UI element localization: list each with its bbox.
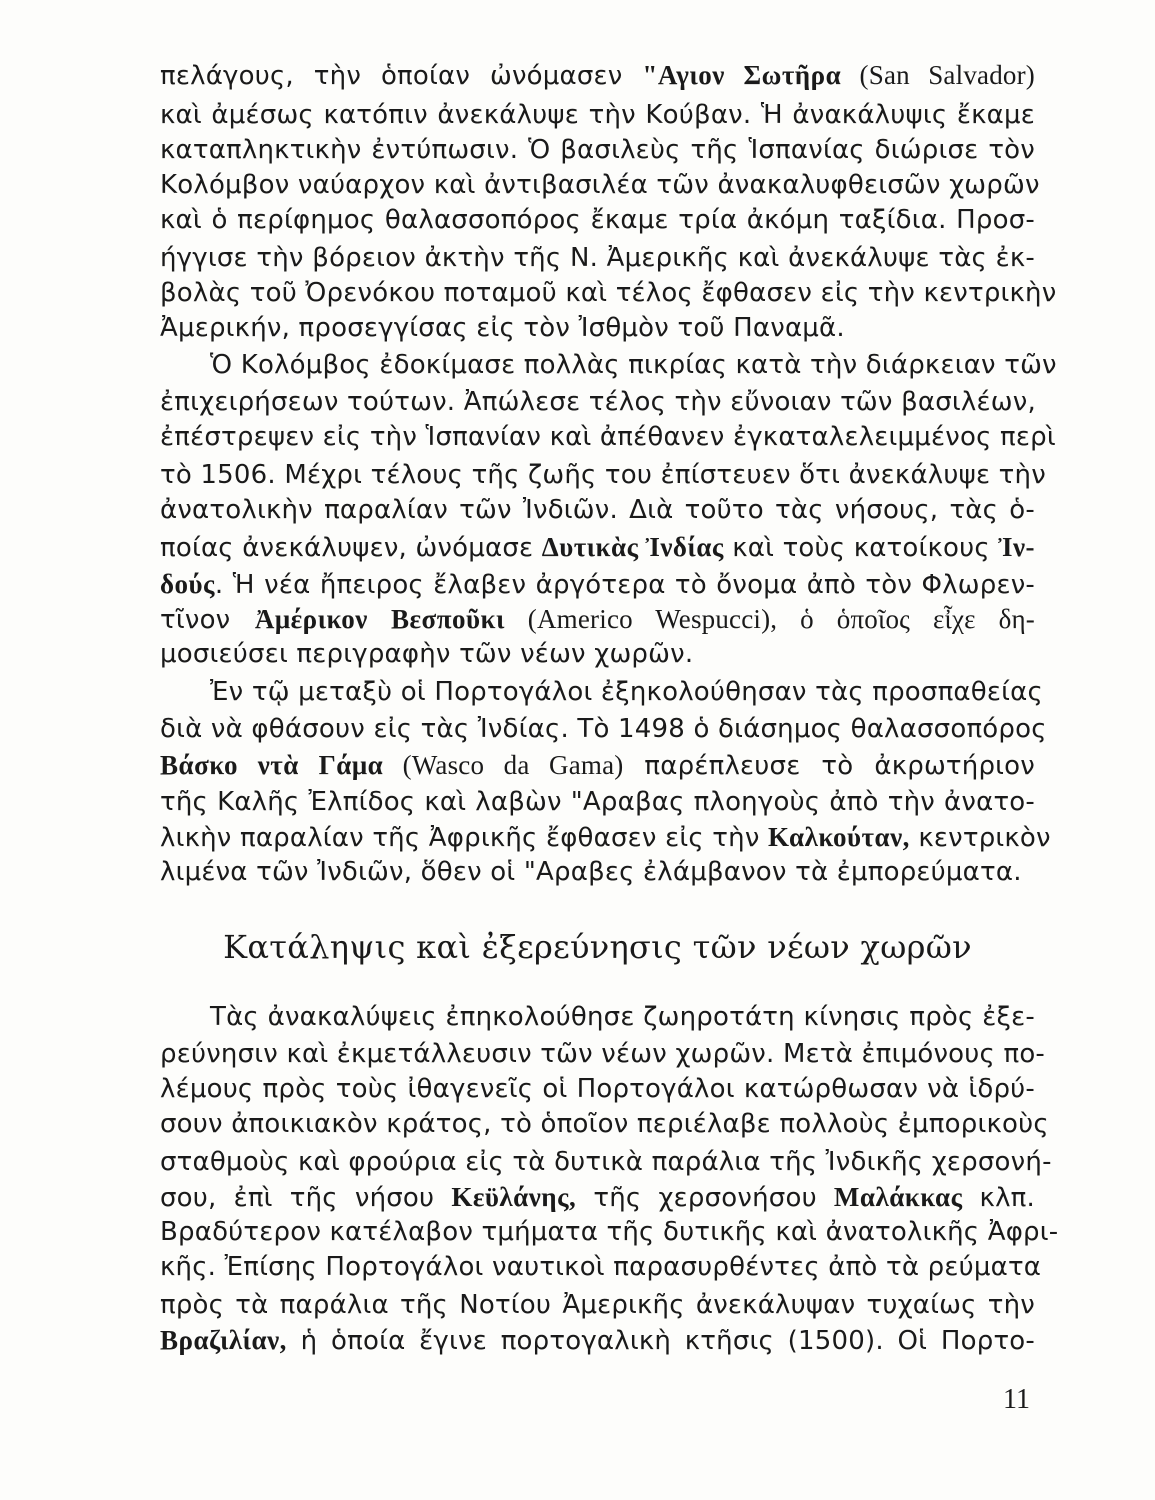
text-run: πελάγους, τὴν ὁποίαν ὠνόμασεν [160,61,643,91]
text-line [160,820,1051,854]
text-run: κλπ. [962,1183,1035,1213]
text-line: σταθμοὺς καὶ φρούρια εἰς τὰ δυτικὰ παράλια τῆς Ἰνδικῆς χερσονή- [160,1147,1052,1177]
bold-term: Κεϋλάνης, [451,1182,577,1212]
text-line [160,567,1035,601]
text-line: Βραδύτερον κατέλαβον τμήματα τῆς δυτικῆς καὶ ἀνατολικῆς Ἀφρι- [160,1217,1059,1247]
text-line: βολὰς τοῦ Ὀρενόκου ποταμοῦ καὶ τέλος ἔφθασεν εἰς τὴν κεντρικὴν [160,278,1057,308]
text-line: διὰ νὰ φθάσουν εἰς τὰς Ἰνδίας. Τὸ 1498 ὁ διάσημος θαλασσοπόρος [160,714,1047,744]
text-line: ήγγισε τὴν βόρειον ἀκτὴν τῆς Ν. Ἀμερικῆς καὶ ἀνεκάλυψε τὰς ἐκ- [160,243,1035,273]
bold-term: Ἰν- [998,532,1036,562]
text-run: παρέπλευσε τὸ ἀκρωτήριον [623,751,1035,781]
bold-term: Μαλάκκας [833,1182,963,1212]
bold-term: Καλκούταν, [768,822,910,852]
text-line [160,58,1035,92]
text-line: μοσιεύσει περιγραφὴν τῶν νέων χωρῶν. [160,639,694,669]
text-line: Τὰς ἀνακαλύψεις ἐπηκολούθησε ζωηροτάτη κίνησις πρὸς ἐξε- [210,1002,1035,1032]
text-line: Κολόμβον ναύαρχον καὶ ἀντιβασιλέα τῶν ἀνακαλυφθεισῶν χωρῶν [160,170,1040,200]
text-run: ποίας ἀνεκάλυψεν, ὠνόμασε [160,533,542,563]
text-run: τῆς χερσονήσου [576,1183,834,1213]
bold-term: Βραζιλίαν, [160,1325,287,1355]
text-run: τῖνον [160,605,255,635]
text-line: πρὸς τὰ παράλια τῆς Νοτίου Ἀμερικῆς ἀνεκάλυψαν τυχαίως τὴν [160,1290,1035,1320]
text-line: τὸ 1506. Μέχρι τέλους τῆς ζωῆς του ἐπίστευεν ὅτι ἀνεκάλυψε τὴν [160,460,1046,490]
text-line [160,1323,1035,1357]
text-line: ἀνατολικὴν παραλίαν τῶν Ἰνδιῶν. Διὰ τοῦτο τὰς νήσους, τὰς ὁ- [160,495,1035,525]
latin-text: (Wasco da Gama) [383,750,624,780]
bold-term: Δυτικὰς Ἰνδίας [541,532,724,562]
section-heading: Κατάληψις καὶ ἐξερεύνησις τῶν νέων χωρῶν [223,928,972,966]
text-line: Ἐν τῷ μεταξὺ οἱ Πορτογάλοι ἐξηκολούθησαν τὰς προσπαθείας [210,677,1043,707]
text-run: . Ἡ νέα ἤπειρος ἔλαβεν ἀργότερα τὸ ὄνομα ἀπὸ τὸν Φλωρεν- [214,570,1035,600]
page-number: 11 [1003,1384,1030,1415]
text-line: ἐπέστρεψεν εἰς τὴν Ἱσπανίαν καὶ ἀπέθανεν ἐγκαταλελειμμένος περὶ [160,422,1056,452]
text-line: τῆς Καλῆς Ἐλπίδος καὶ λαβὼν "Αραβας πλοηγοὺς ἀπὸ τὴν ἀνατο- [160,787,1035,817]
text-line [160,748,1035,782]
text-line: καταπληκτικὴν ἐντύπωσιν. Ὁ βασιλεὺς τῆς Ἱσπανίας διώρισε τὸν [160,135,1035,165]
text-line: ἐπιχειρήσεων τούτων. Ἀπώλεσε τέλος τὴν εὔνοιαν τῶν βασιλέων, [160,387,1036,417]
latin-text: (Americo Wespucci), ὁ ὁποῖος εἶχε δη- [504,604,1036,634]
text-line [160,1180,1035,1214]
bold-term: Ἀμέρικον Βεσποῦκι [254,604,505,634]
text-run: ἡ ὁποία ἔγινε πορτογαλικὴ κτῆσις (1500). Οἱ Πορτο- [286,1326,1035,1356]
latin-text: (San Salvador) [841,60,1035,90]
bold-term: "Αγιον Σωτῆρα [642,60,842,90]
text-line: καὶ ὁ περίφημος θαλασσοπόρος ἔκαμε τρία ἀκόμη ταξίδια. Προσ- [160,205,1035,235]
text-line [160,602,1035,636]
text-line: κῆς. Ἐπίσης Πορτογάλοι ναυτικοὶ παρασυρθέντες ἀπὸ τὰ ρεύματα [160,1252,1042,1282]
text-line: καὶ ἀμέσως κατόπιν ἀνεκάλυψε τὴν Κούβαν. Ἡ ἀνακάλυψις ἔκαμε [160,100,1035,130]
text-run: καὶ τοὺς κατοίκους [723,533,999,563]
text-run: σου, ἐπὶ τῆς νήσου [160,1183,452,1213]
text-run: κεντρικὸν [909,823,1051,853]
text-line: Ἀμερικήν, προσεγγίσας εἰς τὸν Ἰσθμὸν τοῦ Παναμᾶ. [160,313,845,343]
text-run: λικὴν παραλίαν τῆς Ἀφρικῆς ἔφθασεν εἰς τὴν [160,823,769,853]
bold-term: δούς [160,569,215,599]
text-line: ρεύνησιν καὶ ἐκμετάλλευσιν τῶν νέων χωρῶν. Μετὰ ἐπιμόνους πο- [160,1039,1046,1069]
text-line: Ὁ Κολόμβος ἐδοκίμασε πολλὰς πικρίας κατὰ τὴν διάρκειαν τῶν [210,350,1057,380]
text-line: σουν ἀποικιακὸν κράτος, τὸ ὁποῖον περιέλαβε πολλοὺς ἐμπορικοὺς [160,1109,1049,1139]
bold-term: Βάσκο ντὰ Γάμα [160,750,384,780]
text-line: λιμένα τῶν Ἰνδιῶν, ὅθεν οἱ "Αραβες ἐλάμβανον τὰ ἐμπορεύματα. [160,857,1022,887]
text-line: λέμους πρὸς τοὺς ἰθαγενεῖς οἱ Πορτογάλοι κατώρθωσαν νὰ ἱδρύ- [160,1074,1035,1104]
text-line [160,530,1035,564]
